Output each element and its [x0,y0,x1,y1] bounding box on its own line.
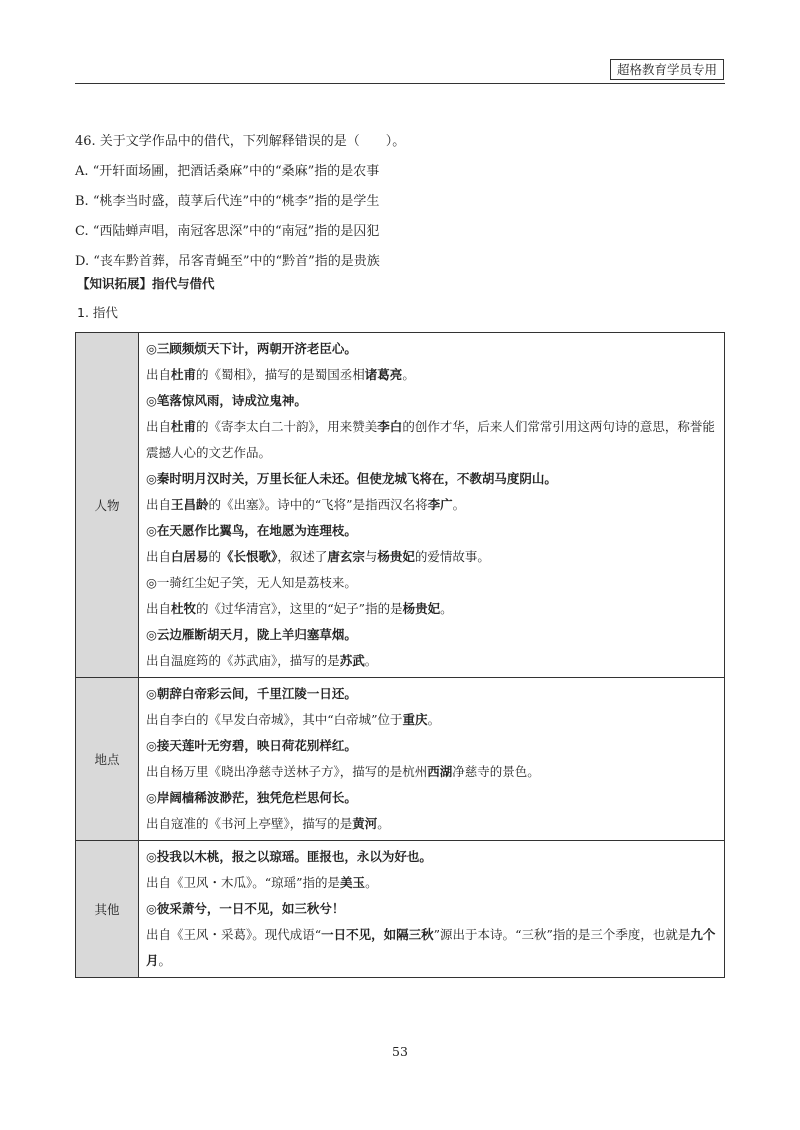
content-places [139,678,725,841]
question-stem: 46. 关于文学作品中的借代，下列解释错误的是（ ）。 [75,134,406,149]
option-d: D. “丧车黔首葬，吊客青蝇至”中的“黔首”指的是贵族 [75,254,380,269]
explanation-line: 出自杜牧的《过华清宫》，这里的“妃子”指的是杨贵妃。 [146,601,453,616]
sub-title: 1. 指代 [77,305,118,320]
quote-line: ◎笔落惊风雨，诗成泣鬼神。 [146,393,307,408]
explanation-line: 出自杨万里《晓出净慈寺送林子方》，描写的是杭州西湖净慈寺的景色。 [146,764,540,779]
header-rule [75,83,725,84]
category-places: 地点 [76,678,139,841]
content-other [139,841,725,978]
table-row-other [76,841,725,978]
reference-table [75,332,725,978]
category-people: 人物 [76,333,139,678]
explanation-line: 出自王昌龄的《出塞》。诗中的“飞将”是指西汉名将李广。 [146,497,466,512]
content-people [139,333,725,678]
table-row-people [76,333,725,678]
explanation-line: 出自《王风・采葛》。现代成语“一日不见，如隔三秋”源出于本诗。“三秋”指的是三个季度，也就是九个月。 [146,927,716,968]
option-a: A. “开轩面场圃，把酒话桑麻”中的“桑麻”指的是农事 [75,164,380,179]
quote-line: ◎彼采萧兮，一日不见，如三秋兮！ [146,901,345,916]
question-block [75,127,725,277]
explanation-line: 出自温庭筠的《苏武庙》，描写的是苏武。 [146,653,378,668]
quote-line: ◎在天愿作比翼鸟，在地愿为连理枝。 [146,523,357,538]
explanation-line: 出自《卫风・木瓜》。“琼瑶”指的是美玉。 [146,875,378,890]
header-tag: 超格教育学员专用 [610,59,724,80]
quote-line: ◎一骑红尘妃子笑，无人知是荔枝来。 [146,575,357,590]
quote-line: ◎云边雁断胡天月，陇上羊归塞草烟。 [146,627,357,642]
quote-line: ◎投我以木桃，报之以琼瑶。匪报也，永以为好也。 [146,849,432,864]
quote-line: ◎接天莲叶无穷碧，映日荷花别样红。 [146,738,357,753]
explanation-line: 出自杜甫的《寄李太白二十韵》，用来赞美李白的创作才华，后来人们常常引用这两句诗的意思，称誉能震撼人心的文艺作品。 [146,419,715,460]
page-number: 53 [392,1044,408,1059]
quote-line: ◎三顾频烦天下计，两朝开济老臣心。 [146,341,357,356]
explanation-line: 出自杜甫的《蜀相》，描写的是蜀国丞相诸葛亮。 [146,367,415,382]
option-c: C. “西陆蝉声唱，南冠客思深”中的“南冠”指的是囚犯 [75,224,380,239]
quote-line: ◎朝辞白帝彩云间，千里江陵一日还。 [146,686,357,701]
section-title: 【知识拓展】指代与借代 [77,276,215,291]
quote-line: ◎岸阔樯稀波渺茫，独凭危栏思何长。 [146,790,357,805]
explanation-line: 出自寇准的《书河上亭壁》，描写的是黄河。 [146,816,390,831]
explanation-line: 出自白居易的《长恨歌》，叙述了唐玄宗与杨贵妃的爱情故事。 [146,549,490,564]
option-b: B. “桃李当时盛，葭莩后代连”中的“桃李”指的是学生 [75,194,380,209]
table-row-places [76,678,725,841]
explanation-line: 出自李白的《早发白帝城》，其中“白帝城”位于重庆。 [146,712,441,727]
category-other: 其他 [76,841,139,978]
quote-line: ◎秦时明月汉时关，万里长征人未还。但使龙城飞将在，不教胡马度阴山。 [146,471,557,486]
